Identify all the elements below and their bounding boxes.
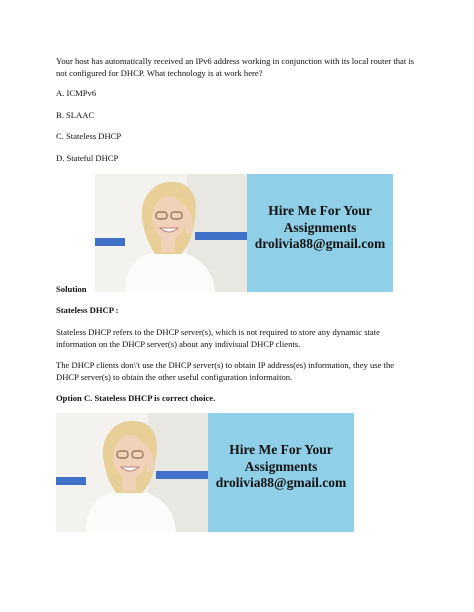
woman-photo-2 — [56, 413, 208, 532]
ad-line-2: Assignments — [283, 219, 357, 235]
question-text: Your host has automatically received an IPv6 address working in conjunction with its local router that is not configured for DHCP. What technology is at work here? — [56, 56, 415, 78]
ad-panel-2 — [208, 413, 354, 532]
solution-paragraph-1: Stateless DHCP refers to the DHCP server(s), which is not required to store any dynamic state information on the DHCP server(s) about any indivisual DHCP clients. — [56, 327, 380, 349]
solution-conclusion: Option C. Stateless DHCP is correct choice. — [56, 393, 216, 403]
ad-panel — [247, 174, 393, 292]
option-a: A. ICMPv6 — [56, 88, 97, 98]
ad-email: drolivia88@gmail.com — [254, 236, 386, 251]
ad-line-2: Assignments — [244, 458, 318, 474]
woman-photo — [95, 174, 247, 292]
option-d: D. Stateful DHCP — [56, 153, 119, 163]
solution-heading: Solution — [56, 284, 87, 294]
ad-email: drolivia88@gmail.com — [215, 475, 347, 490]
solution-paragraph-2: The DHCP clients don\'t use the DHCP server(s) to obtain IP address(es) information, they use the DHCP server(s) to obtain the other useful configuration informaiton. — [56, 360, 395, 382]
solution-subheading: Stateless DHCP : — [56, 305, 119, 315]
option-c: C. Stateless DHCP — [56, 131, 122, 141]
option-b: B. SLAAC — [56, 110, 95, 120]
hire-me-banner — [95, 174, 393, 292]
ad-line-1: Hire Me For Your — [268, 203, 372, 218]
hire-me-banner-2 — [56, 413, 354, 532]
ad-line-1: Hire Me For Your — [229, 442, 333, 457]
